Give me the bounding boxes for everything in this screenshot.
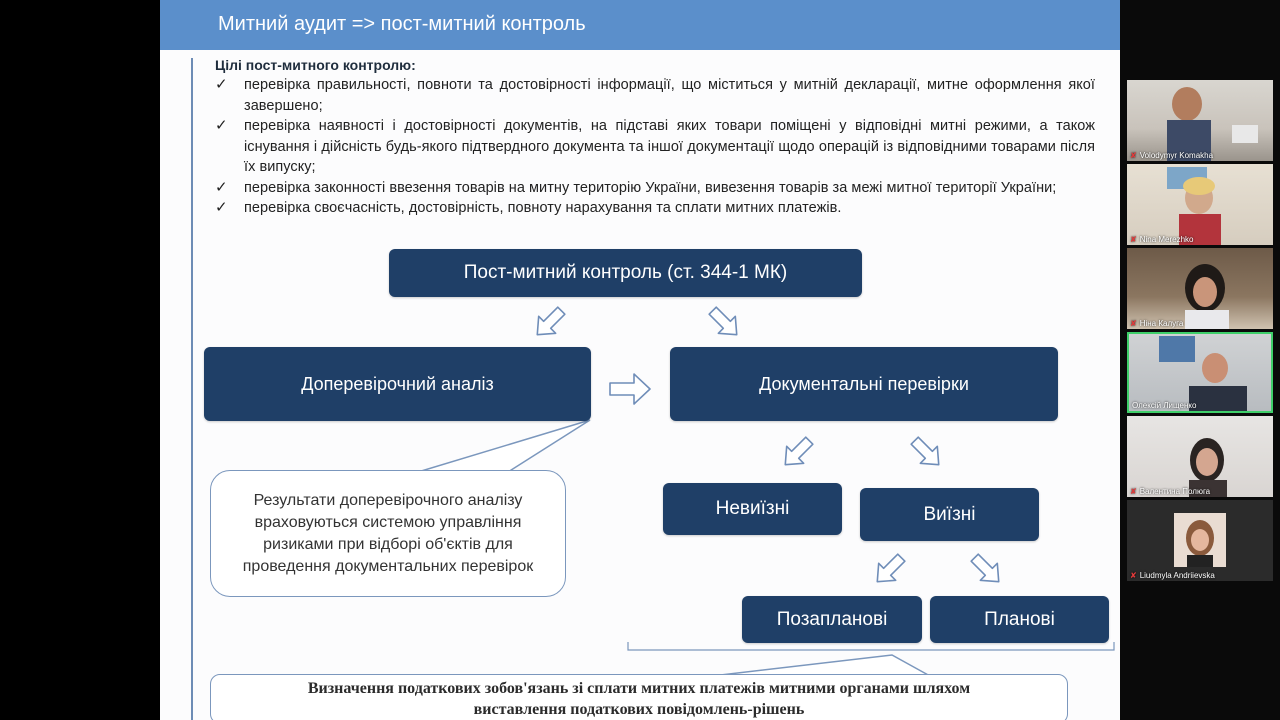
callout-tail bbox=[418, 420, 590, 472]
callout-line: ризиками при відборі об'єктів для bbox=[263, 535, 513, 553]
callout-line: Результати доперевірочного аналізу bbox=[253, 491, 523, 509]
muted-mic-icon: ✘ bbox=[1130, 235, 1137, 244]
participant-tile[interactable] bbox=[1127, 248, 1273, 329]
tax-obligations-box bbox=[210, 674, 1068, 720]
checkmark-icon: ✓ bbox=[215, 76, 228, 93]
arrow-down-left-icon bbox=[777, 432, 818, 473]
participant-tile[interactable] bbox=[1127, 416, 1273, 497]
arrow-down-right-icon bbox=[704, 302, 745, 343]
goals-heading: Цілі пост-митного контролю: bbox=[215, 57, 416, 73]
participant-name: Валентина Полюга bbox=[1139, 487, 1211, 496]
participant-tile[interactable] bbox=[1127, 80, 1273, 161]
pre-analysis-callout bbox=[210, 470, 566, 597]
documentary-checks-box: Документальні перевірки bbox=[670, 347, 1058, 421]
checkmark-icon: ✓ bbox=[215, 117, 228, 134]
onsite-box: Виїзні bbox=[860, 488, 1039, 541]
participant-tile[interactable] bbox=[1127, 164, 1273, 245]
participant-name: Liudmyla Andriievska bbox=[1139, 571, 1215, 580]
participant-tile-active-speaker[interactable] bbox=[1127, 332, 1273, 413]
participant-name: Олексій Лищенко bbox=[1132, 401, 1197, 410]
participant-name: Nina Merezhko bbox=[1139, 235, 1194, 244]
participant-name: Volodymyr Komakha bbox=[1139, 151, 1214, 160]
callout-line: враховуються системою управління bbox=[254, 513, 522, 531]
callout-line: проведення документальних перевірок bbox=[242, 557, 534, 575]
arrow-down-left-icon bbox=[869, 549, 910, 590]
goal-text: перевірка законності ввезення товарів на митну територію України, вивезення товарів за межі митної території України; bbox=[244, 179, 1057, 196]
checkmark-icon: ✓ bbox=[215, 199, 228, 216]
scheduled-box: Планові bbox=[930, 596, 1109, 643]
presentation-slide bbox=[160, 0, 1120, 720]
participant-video-icon bbox=[1127, 248, 1273, 329]
non-onsite-box: Невиїзні bbox=[663, 483, 842, 535]
muted-mic-icon: ✘ bbox=[1130, 487, 1137, 496]
arrow-down-right-icon bbox=[906, 432, 947, 473]
post-customs-control-box: Пост-митний контроль (ст. 344-1 МК) bbox=[389, 249, 862, 297]
muted-mic-icon: ✘ bbox=[1130, 571, 1137, 580]
participant-video-icon bbox=[1129, 334, 1271, 411]
pre-analysis-box: Доперевірочний аналіз bbox=[204, 347, 591, 421]
muted-mic-icon: ✘ bbox=[1130, 151, 1137, 160]
arrow-down-left-icon bbox=[529, 302, 570, 343]
arrow-down-right-icon bbox=[966, 549, 1007, 590]
avatar bbox=[1127, 500, 1273, 581]
arrow-right-icon bbox=[610, 374, 650, 404]
participant-name: Ніна Калуга bbox=[1139, 319, 1184, 328]
goal-text: перевірка правильності, повноти та достовірності інформації, що міститься у митній декларації, митне оформлення якої завершено; bbox=[244, 77, 1095, 114]
bottom-line: Визначення податкових зобов'язань зі сплати митних платежів митними органами шляхом bbox=[307, 680, 971, 697]
bracket-line bbox=[628, 642, 1114, 650]
bottom-tail bbox=[712, 655, 930, 676]
goal-text: перевірка своєчасність, достовірність, повноту нарахування та сплати митних платежів. bbox=[244, 200, 842, 216]
unscheduled-box: Позапланові bbox=[742, 596, 922, 643]
bottom-line: виставлення податкових повідомлень-рішень bbox=[473, 701, 805, 718]
muted-mic-icon: ✘ bbox=[1130, 319, 1137, 328]
participant-tile[interactable] bbox=[1127, 500, 1273, 581]
goal-text: перевірка наявності і достовірності документів, на підставі яких товари поміщені у відповідні митні режими, а також існування і дійсність будь-якого підтвердного документа та іншої документації щодо операцій із відповідними товарами після їх випуску; bbox=[244, 118, 1095, 175]
checkmark-icon: ✓ bbox=[215, 178, 228, 196]
participant-video-icon bbox=[1127, 80, 1273, 161]
participant-video-icon bbox=[1127, 416, 1273, 497]
participants-panel bbox=[1120, 0, 1280, 720]
slide-title: Митний аудит => пост-митний контроль bbox=[218, 13, 586, 35]
participant-video-icon bbox=[1127, 164, 1273, 245]
